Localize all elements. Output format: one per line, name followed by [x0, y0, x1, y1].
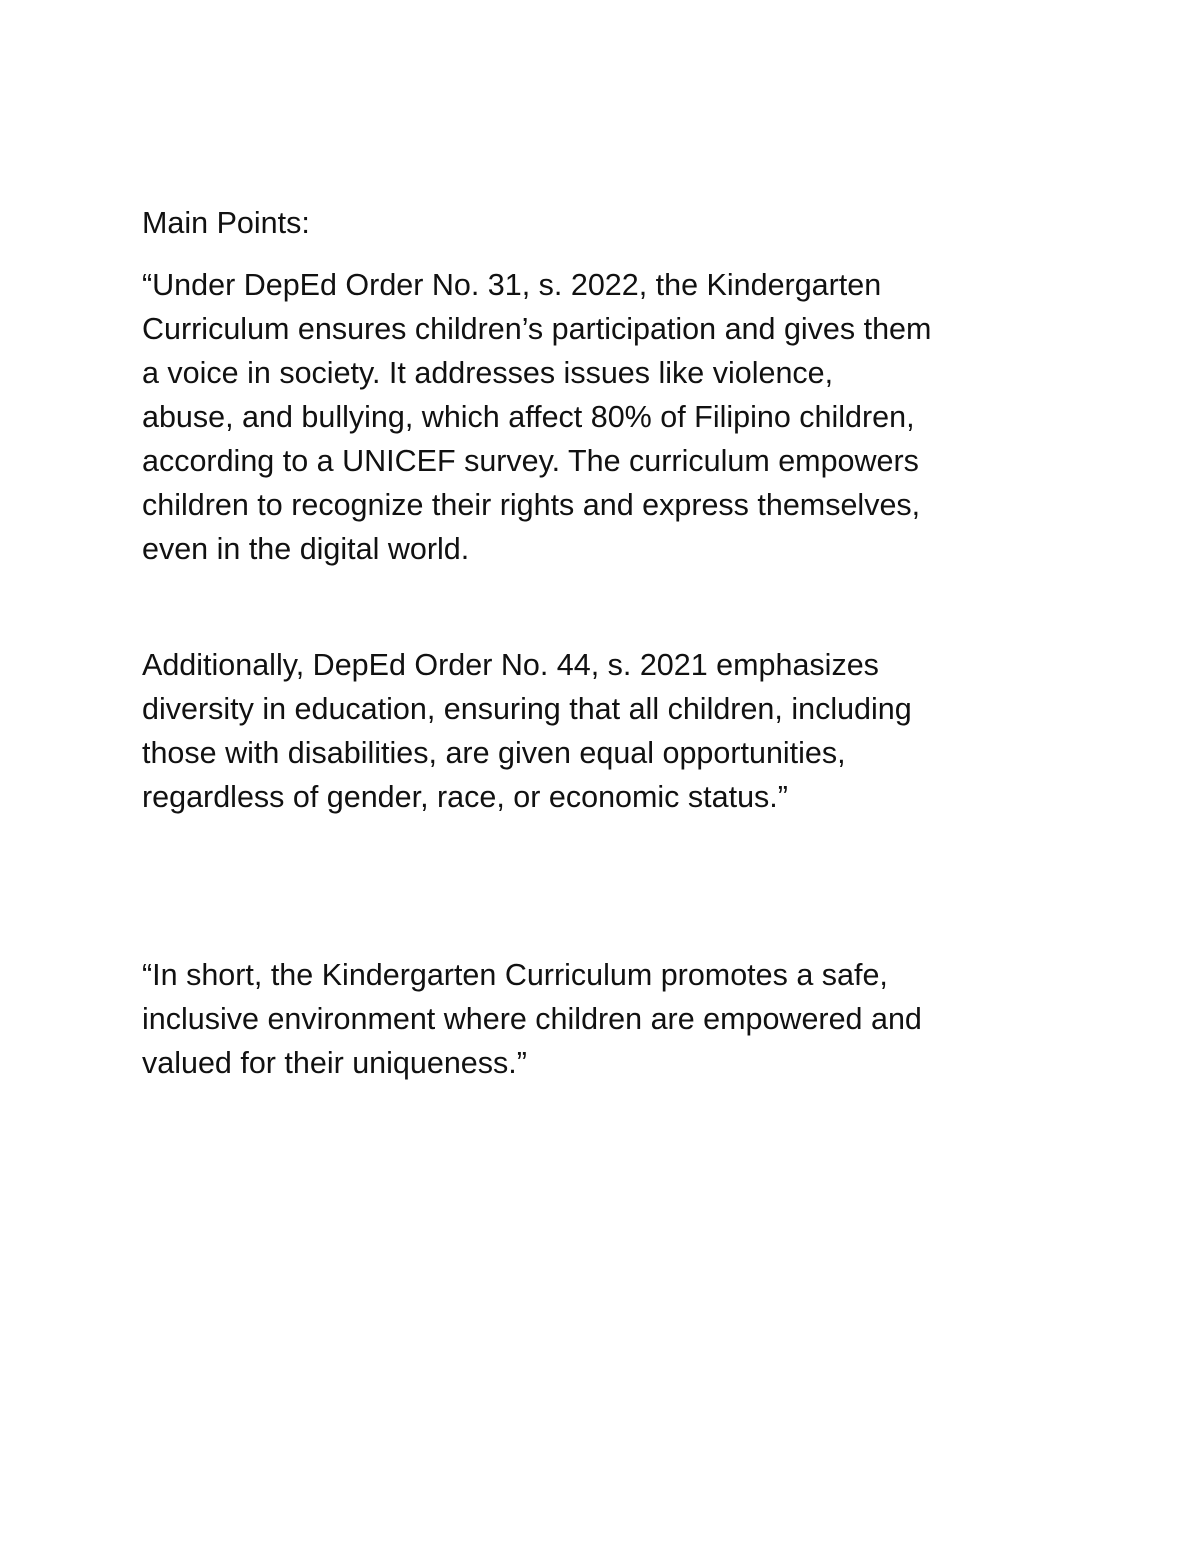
paragraph-summary: “In short, the Kindergarten Curriculum promotes a safe, inclusive environment where children are empowered and valued for their uniqueness.”	[142, 958, 922, 1080]
page-heading: Main Points:	[142, 206, 310, 240]
paragraph-deped-order-44: Additionally, DepEd Order No. 44, s. 2021 emphasizes diversity in education, ensuring that all children, including those with disabilities, are given equal opportunities, regardless of gender, race, or economic status.”	[142, 648, 912, 814]
paragraph-deped-order-31: “Under DepEd Order No. 31, s. 2022, the Kindergarten Curriculum ensures children’s participation and gives them a voice in society. It addresses issues like violence, abuse, and bullying, which affect 80% of Filipino children, according to a UNICEF survey. The curriculum empowers children to recognize their rights and express themselves, even in the digital world.	[142, 268, 932, 566]
